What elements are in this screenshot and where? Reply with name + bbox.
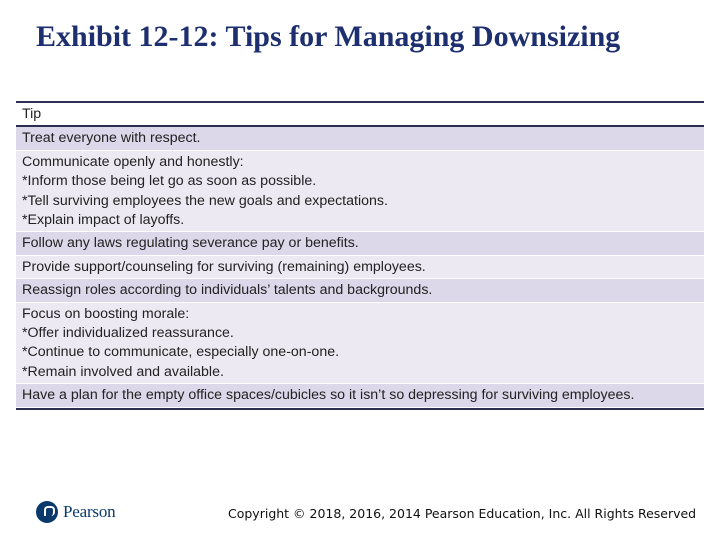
tip-subitem: *Explain impact of layoffs. [22, 212, 185, 229]
tip-subitem: *Continue to communicate, especially one-on-one. [22, 344, 340, 361]
table-row [16, 303, 704, 385]
tips-table [16, 101, 704, 410]
pearson-logo [36, 501, 115, 523]
table-row [16, 384, 704, 407]
tip-subitem: *Remain involved and available. [22, 363, 224, 380]
tip-text: Provide support/counseling for surviving (remaining) employees. [22, 258, 426, 275]
page-title: Exhibit 12-12: Tips for Managing Downsizing [36, 20, 621, 53]
tip-text: Focus on boosting morale: [22, 305, 190, 322]
copyright-text: Copyright © 2018, 2016, 2014 Pearson Education, Inc. All Rights Reserved [228, 506, 697, 521]
tip-subitem: *Tell surviving employees the new goals and expectations. [22, 192, 388, 209]
table-row [16, 151, 704, 233]
tip-text: Communicate openly and honestly: [22, 153, 244, 170]
table-row [16, 256, 704, 279]
table-header: Tip [16, 103, 704, 127]
tip-text: Reassign roles according to individuals’ talents and backgrounds. [22, 282, 433, 299]
tip-subitem: *Offer individualized reassurance. [22, 325, 234, 342]
pearson-logo-icon [36, 501, 58, 523]
tip-text: Have a plan for the empty office spaces/cubicles so it isn’t so depressing for surviving employees. [22, 387, 635, 404]
tip-text: Follow any laws regulating severance pay or benefits. [22, 235, 359, 252]
tip-text: Treat everyone with respect. [22, 130, 201, 147]
table-row [16, 279, 704, 302]
logo-text: Pearson [63, 502, 116, 521]
table-row [16, 127, 704, 150]
table-row [16, 232, 704, 255]
tip-subitem: *Inform those being let go as soon as possible. [22, 173, 317, 190]
